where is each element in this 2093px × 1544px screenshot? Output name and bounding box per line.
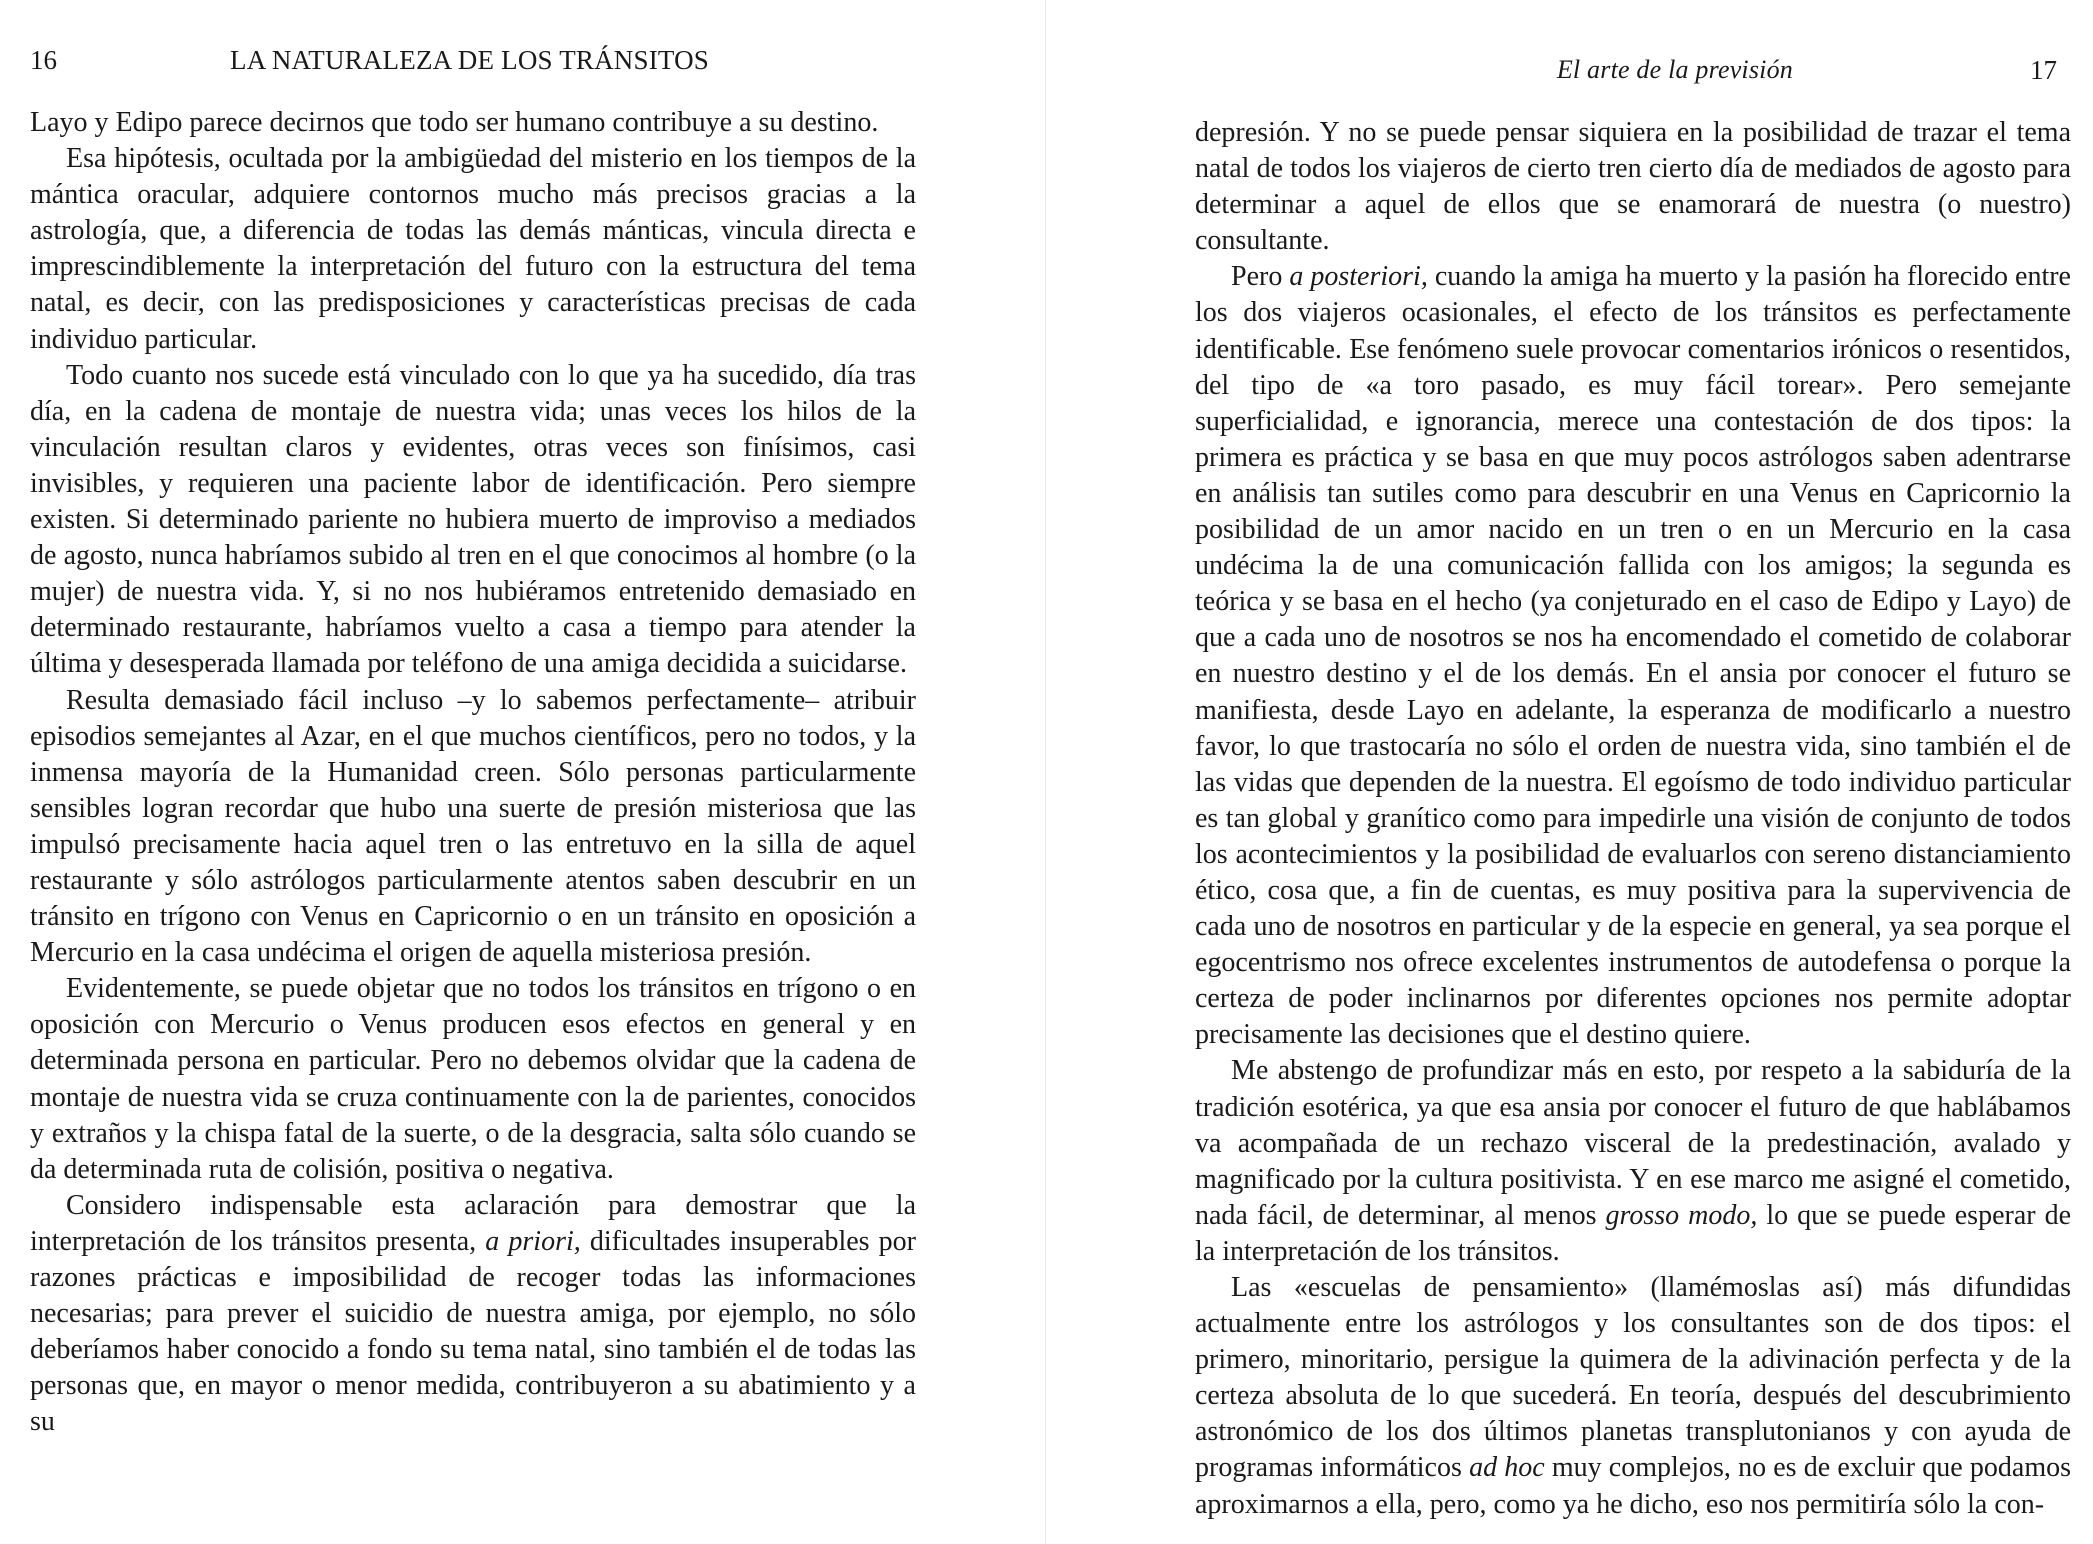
text-run: muy complejos, no es de excluir que podamos aproximarnos a ella, pero, como ya he dicho, eso nos permitiría sólo la con- <box>1195 1452 2071 1520</box>
running-head: LA NATURALEZA DE LOS TRÁNSITOS <box>230 45 710 75</box>
page-number: 16 <box>30 45 57 75</box>
text-run: dificultades insuperables por razones prácticas e imposibilidad de recoger todas las informaciones necesarias; para prever el suicidio de nuestra amiga, por ejemplo, no sólo deberíamos haber conocido a fondo su tema natal, sino también el de todas las personas que, en mayor o menor medida, contribuyeron a su abatimiento y a su <box>30 1225 916 1438</box>
paragraph: Layo y Edipo parece decirnos que todo ser humano contribuye a su destino. <box>30 107 879 138</box>
italic-term: ad hoc <box>1469 1452 1545 1484</box>
italic-term: grosso modo, <box>1605 1199 1758 1231</box>
paragraph: Esa hipótesis, ocultada por la ambigüedad del misterio en los tiempos de la mántica oracular, adquiere contornos mucho más precisos gracias a la astrología, que, a diferencia de todas las demás mánticas, vincula directa e imprescindiblemente la interpretación del futuro con la estructura del tema natal, es decir, con las predisposiciones y características precisas de cada individuo particular. <box>30 143 916 355</box>
paragraph: Resulta demasiado fácil incluso –y lo sabemos perfectamente– atribuir episodios semejantes al Azar, en el que muchos científicos, pero no todos, y la inmensa mayoría de la Humanidad creen. Sólo personas particularmente sensibles logran recordar que hubo una suerte de presión misteriosa que las impulsó precisamente hacia aquel tren o las entretuvo en la silla de aquel restaurante y sólo astrólogos particularmente atentos saben descubrir en un tránsito en trígono con Venus en Capricornio o en un tránsito en oposición a Mercurio en la casa undécima el origen de aquella misteriosa presión. <box>30 684 916 969</box>
text-run: lo que se puede esperar de la interpretación de los tránsitos. <box>1195 1199 2071 1267</box>
paragraph <box>30 1188 916 1441</box>
paragraph: depresión. Y no se puede pensar siquiera en la posibilidad de trazar el tema natal de todos los viajeros de cierto tren cierto día de mediados de agosto para determinar a aquel de ellos que se enamorará de nuestra (o nuestro) consultante. <box>1195 117 2071 257</box>
running-head: El arte de la previsión <box>1556 55 1793 84</box>
italic-term: a posteriori, <box>1289 261 1428 293</box>
paragraph <box>1195 1270 2071 1523</box>
text-run: Pero <box>1231 261 1290 293</box>
paragraph <box>1195 259 2071 1053</box>
right-page <box>1046 0 2093 1544</box>
italic-term: a priori, <box>485 1225 581 1257</box>
left-page <box>0 0 1046 1544</box>
body-text <box>30 105 916 1440</box>
body-text <box>1195 115 2071 1523</box>
paragraph: Evidentemente, se puede objetar que no todos los tránsitos en trígono o en oposición con Mercurio o Venus producen esos efectos en general y en determinada persona en particular. Pero no debemos olvidar que la cadena de montaje de nuestra vida se cruza continuamente con la de parientes, conocidos y extraños y la chispa fatal de la suerte, o de la desgracia, salta sólo cuando se da determinada ruta de colisión, positiva o negativa. <box>30 973 916 1185</box>
text-run: Las «escuelas de pensamiento» (llamémoslas así) más difundidas actualmente entre los astrólogos y los consultantes son de dos tipos: el primero, minoritario, persigue la quimera de la adivinación perfecta y de la certeza absoluta de lo que sucederá. En teoría, después del descubrimiento astronómico de los dos últimos planetas transplutonianos y con ayuda de programas informáticos <box>1195 1272 2071 1484</box>
text-run: Considero indispensable esta aclaración para demostrar que la interpretación de los tránsitos presenta, <box>30 1189 916 1257</box>
paragraph <box>1195 1053 2071 1270</box>
page-number: 17 <box>2030 55 2057 85</box>
text-run: cuando la amiga ha muerto y la pasión ha florecido entre los dos viajeros ocasionales, el efecto de los tránsitos es perfectamente identificable. Ese fenómeno suele provocar comentarios irónicos o resentidos, del tipo de «a toro pasado, es muy fácil torear». Pero semejante superficialidad, e ignorancia, merece una contestación de dos tipos: la primera es práctica y se basa en que muy pocos astrólogos saben adentrarse en análisis tan sutiles como para descubrir en una Venus en Capricornio la posibilidad de un amor nacido en un tren o en un Mercurio en la casa undécima la de una comunicación fallida con los amigos; la segunda es teórica y se basa en el hecho (ya conjeturado en el caso de Edipo y Layo) de que a cada uno de nosotros se nos ha encomendado el cometido de colaborar en nuestro destino y el de los demás. En el ansia por conocer el futuro se manifiesta, desde Layo en adelante, la esperanza de modificarlo a nuestro favor, lo que trastocaría no sólo el orden de nuestra vida, sino también el de las vidas que dependen de la nuestra. El egoísmo de todo individuo particular es tan global y granítico como para impedirle una visión de conjunto de todos los acontecimientos y la posibilidad de evaluarlos con sereno distanciamiento ético, cosa que, a fin de cuentas, es muy positiva para la supervivencia de cada uno de nosotros en particular y de la especie en general, ya sea porque el egocentrismo nos ofrece excelentes instrumentos de autodefensa o porque la certeza de poder inclinarnos por diferentes opciones nos permite adoptar precisamente las decisiones que el destino quiere. <box>1195 261 2071 1051</box>
paragraph: Todo cuanto nos sucede está vinculado con lo que ya ha sucedido, día tras día, en la cadena de montaje de nuestra vida; unas veces los hilos de la vinculación resultan claros y evidentes, otras veces son finísimos, casi invisibles, y requieren una paciente labor de identificación. Pero siempre existen. Si determinado pariente no hubiera muerto de improviso a mediados de agosto, nunca habríamos subido al tren en el que conocimos al hombre (o la mujer) de nuestra vida. Y, si no nos hubiéramos entretenido demasiado en determinado restaurante, habríamos vuelto a casa a tiempo para atender la última y desesperada llamada por teléfono de una amiga decidida a suicidarse. <box>30 359 916 680</box>
text-run: Me abstengo de profundizar más en esto, por respeto a la sabiduría de la tradición esotérica, ya que esa ansia por conocer el futuro de que hablábamos va acompañada de un rechazo visceral de la predestinación, avalado y magnificado por la cultura positivista. Y en ese marco me asigné el cometido, nada fácil, de determinar, al menos <box>1195 1055 2071 1231</box>
